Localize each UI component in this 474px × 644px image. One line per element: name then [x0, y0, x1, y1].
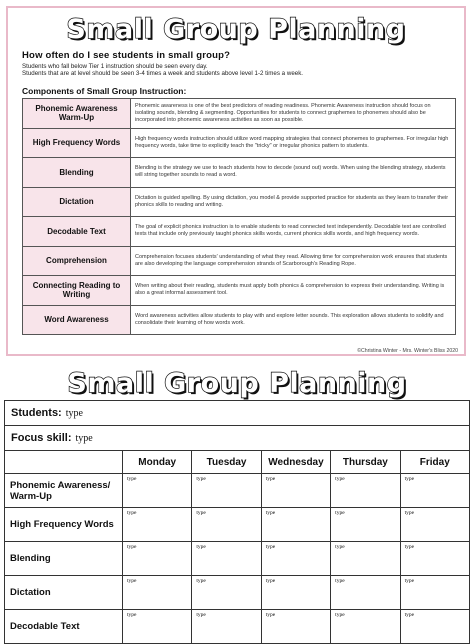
- plan-cell[interactable]: type: [261, 610, 330, 644]
- focus-skill-label: Focus skill:: [11, 432, 72, 444]
- copyright-footer: ©Christina Winter - Mrs. Winter's Bliss 2020: [357, 348, 458, 354]
- component-description: Blending is the strategy we use to teach students how to decode (sound out) words. When using the blending strategy, students will string together sounds to read a word.: [131, 158, 456, 188]
- plan-cell[interactable]: type: [123, 542, 192, 576]
- component-row: [23, 158, 456, 188]
- component-name: Connecting Reading to Writing: [23, 276, 131, 306]
- plan-row-phonemic-awareness: [5, 474, 470, 508]
- frequency-line-2: Students that are at level should be seen 3-4 times a week and students above level 1-2 times a week.: [22, 70, 304, 77]
- component-description: Phonemic awareness is one of the best predictors of reading readiness. Phonemic Awareness instruction should focus on isolating sounds, blending & segmenting. Opportunities for students to connect graphemes to phonemes should also be incorporated into phonemic awareness activities as soon as possible.: [131, 99, 456, 129]
- components-table: [22, 98, 456, 335]
- skill-label: Phonemic Awareness/ Warm-Up: [5, 474, 123, 508]
- skill-label: Dictation: [5, 576, 123, 610]
- component-name: Blending: [23, 158, 131, 188]
- plan-cell[interactable]: type: [192, 508, 261, 542]
- day-header-row: [5, 451, 470, 474]
- component-description: When writing about their reading, students must apply both phonics & comprehension to express their understanding. Writing is also a great informal assessment tool.: [131, 276, 456, 306]
- skill-label: Blending: [5, 542, 123, 576]
- component-row: [23, 99, 456, 129]
- focus-skill-row: [5, 426, 470, 451]
- component-name: Comprehension: [23, 246, 131, 276]
- frequency-line-1: Students who fall below Tier 1 instruction should be seen every day.: [22, 63, 208, 70]
- question-heading: How often do I see students in small group?: [22, 50, 231, 61]
- plan-row-decodable-text: [5, 610, 470, 644]
- plan-cell[interactable]: type: [123, 610, 192, 644]
- info-sheet: [6, 6, 466, 356]
- plan-row-dictation: [5, 576, 470, 610]
- component-name: Dictation: [23, 187, 131, 217]
- plan-cell[interactable]: type: [400, 576, 469, 610]
- component-description: Word awareness activities allow students to play with and explore letter sounds. This exploration allows students to solidify and consolidate their learning of how words work.: [131, 305, 456, 335]
- component-name: Word Awareness: [23, 305, 131, 335]
- plan-cell[interactable]: type: [192, 542, 261, 576]
- day-header-tuesday: Tuesday: [192, 451, 261, 474]
- students-row: [5, 401, 470, 426]
- plan-cell[interactable]: type: [192, 474, 261, 508]
- focus-skill-field[interactable]: [5, 426, 470, 451]
- day-header-thursday: Thursday: [331, 451, 400, 474]
- day-header-monday: Monday: [123, 451, 192, 474]
- component-description: The goal of explicit phonics instruction is to enable students to read connected text independently. Decodable text are controlled texts that include only previously taught phonics skills words, current phonics skills words, and high frequency words.: [131, 217, 456, 247]
- components-heading: Components of Small Group Instruction:: [22, 86, 187, 96]
- component-name: High Frequency Words: [23, 128, 131, 158]
- skill-label: High Frequency Words: [5, 508, 123, 542]
- plan-row-blending: [5, 542, 470, 576]
- day-header-friday: Friday: [400, 451, 469, 474]
- component-row: [23, 217, 456, 247]
- component-description: Dictation is guided spelling. By using dictation, you model & provide supported practice for students as they learn to transfer their phonics skills to reading and writing.: [131, 187, 456, 217]
- component-description: Comprehension focuses students' understanding of what they read. Allowing time for comprehension work ensures that students are also developing the language comprehension strands of Scarborough's Reading Rope.: [131, 246, 456, 276]
- component-description: High frequency words instruction should utilize word mapping strategies that connect phonemes to graphemes. For irregular high frequency words, take time to explicitly teach the "tricky" or irregular phonics pattern to students.: [131, 128, 456, 158]
- component-name: Phonemic Awareness Warm-Up: [23, 99, 131, 129]
- component-row: [23, 187, 456, 217]
- component-row: [23, 305, 456, 335]
- students-label: Students:: [11, 407, 62, 419]
- plan-cell[interactable]: type: [331, 474, 400, 508]
- plan-cell[interactable]: type: [400, 474, 469, 508]
- plan-cell[interactable]: type: [331, 576, 400, 610]
- plan-cell[interactable]: type: [261, 474, 330, 508]
- plan-cell[interactable]: type: [192, 576, 261, 610]
- planning-sheet: [0, 360, 474, 632]
- plan-cell[interactable]: type: [123, 474, 192, 508]
- plan-cell[interactable]: type: [192, 610, 261, 644]
- day-header-wednesday: Wednesday: [261, 451, 330, 474]
- corner-cell: [5, 451, 123, 474]
- component-name: Decodable Text: [23, 217, 131, 247]
- plan-cell[interactable]: type: [400, 508, 469, 542]
- students-value[interactable]: type: [65, 408, 83, 419]
- plan-cell[interactable]: type: [261, 576, 330, 610]
- plan-cell[interactable]: type: [331, 542, 400, 576]
- focus-skill-value[interactable]: type: [75, 433, 93, 444]
- component-row: [23, 246, 456, 276]
- plan-cell[interactable]: type: [261, 508, 330, 542]
- plan-cell[interactable]: type: [123, 576, 192, 610]
- plan-cell[interactable]: type: [261, 542, 330, 576]
- component-row: [23, 276, 456, 306]
- plan-cell[interactable]: type: [123, 508, 192, 542]
- plan-cell[interactable]: type: [400, 542, 469, 576]
- planning-table: [4, 400, 470, 644]
- plan-cell[interactable]: type: [400, 610, 469, 644]
- students-field[interactable]: [5, 401, 470, 426]
- plan-cell[interactable]: type: [331, 610, 400, 644]
- component-row: [23, 128, 456, 158]
- skill-label: Decodable Text: [5, 610, 123, 644]
- page-title: Small Group Planning: [66, 14, 406, 45]
- plan-row-high-frequency-words: [5, 508, 470, 542]
- plan-cell[interactable]: type: [331, 508, 400, 542]
- planning-title: Small Group Planning: [67, 368, 407, 399]
